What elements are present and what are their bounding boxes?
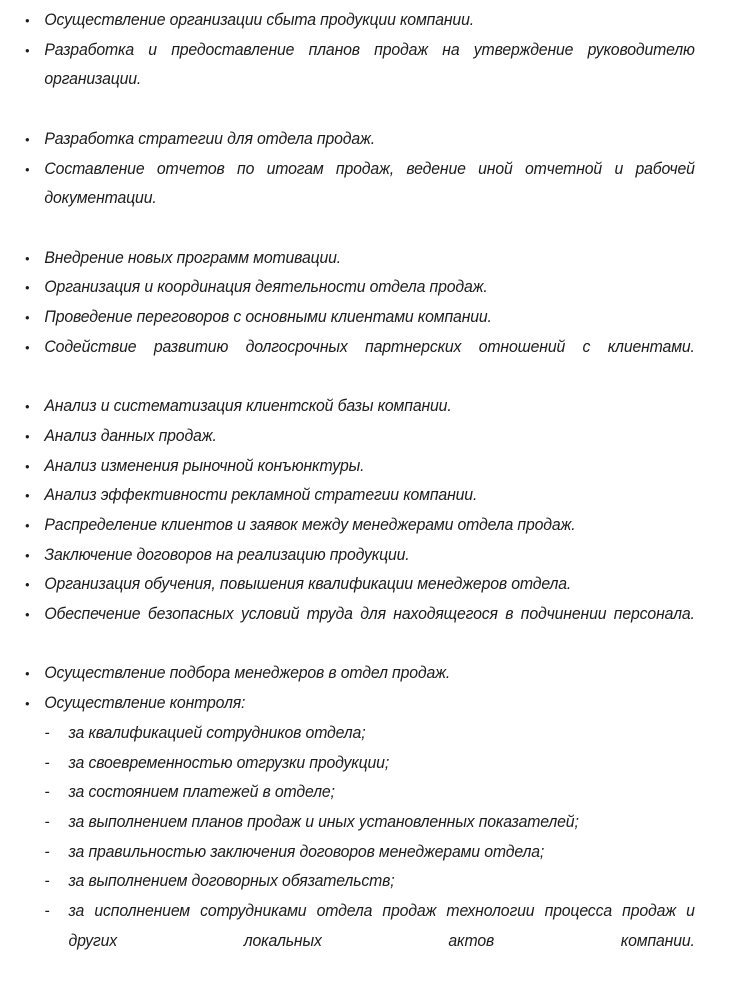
list-item-text: за выполнением договорных обязательств; <box>68 872 395 891</box>
bullet-icon: • <box>25 547 30 563</box>
bullet-icon: • <box>25 458 30 474</box>
list-item-text: за правильностью заключения договоров менеджерами отдела; <box>68 842 545 861</box>
list-item-text: Обеспечение безопасных условий труда для находящегося в подчинении персонала. <box>44 605 695 624</box>
list-item <box>44 867 694 897</box>
bullet-icon: • <box>25 250 30 266</box>
list-item <box>44 897 694 986</box>
list-item <box>0 511 695 541</box>
list-item-text: Распределение клиентов и заявок между менеджерами отдела продаж. <box>44 515 576 534</box>
list-item <box>0 155 695 244</box>
list-item <box>0 541 695 571</box>
list-item <box>0 600 695 659</box>
list-item <box>0 452 695 482</box>
list-item-text: Разработка стратегии для отдела продаж. <box>44 129 376 148</box>
list-item <box>0 333 695 392</box>
list-item <box>0 481 695 511</box>
list-item <box>0 244 695 274</box>
bullet-icon: • <box>25 280 30 296</box>
list-item <box>44 719 694 749</box>
list-item <box>0 36 695 125</box>
list-item-text: Организация обучения, повышения квалификации менеджеров отдела. <box>44 575 572 594</box>
list-item-text: Осуществление организации сбыта продукции компании. <box>44 11 474 29</box>
list-item <box>0 392 695 422</box>
list-item <box>44 808 694 838</box>
list-item-text: за выполнением планов продаж и иных установленных показателей; <box>68 812 579 831</box>
control-sublist <box>44 719 694 986</box>
list-item-text: за состоянием платежей в отделе; <box>68 783 335 802</box>
bullet-icon: • <box>25 339 30 355</box>
dash-icon: - <box>44 783 50 802</box>
bullet-icon: • <box>25 13 30 28</box>
list-item <box>0 422 695 452</box>
list-item-text: за своевременностью отгрузки продукции; <box>68 753 390 772</box>
bullet-icon: • <box>25 607 30 623</box>
list-item <box>0 6 695 36</box>
list-item <box>0 273 695 303</box>
list-item <box>0 689 695 986</box>
dash-icon: - <box>44 753 50 772</box>
bullet-icon: • <box>25 428 30 444</box>
list-item <box>0 303 695 333</box>
list-item <box>0 659 695 689</box>
list-item-text: за квалификацией сотрудников отдела; <box>68 723 366 742</box>
bullet-icon: • <box>25 488 30 504</box>
list-item-text: Внедрение новых программ мотивации. <box>44 248 342 267</box>
bullet-icon: • <box>25 577 30 593</box>
dash-icon: - <box>44 842 50 861</box>
list-item-text: за исполнением сотрудниками отдела продаж технологии процесса продаж и других локальных актов компании. <box>68 902 695 950</box>
list-item <box>44 838 694 868</box>
bullet-icon: • <box>25 696 30 712</box>
bullet-icon: • <box>25 666 30 682</box>
list-item-text: Анализ эффективности рекламной стратегии компании. <box>44 486 478 505</box>
bullet-icon: • <box>25 131 30 147</box>
list-item-text: Заключение договоров на реализацию продукции. <box>44 545 410 564</box>
list-item-text: Проведение переговоров с основными клиентами компании. <box>44 308 492 327</box>
dash-icon: - <box>44 902 50 921</box>
duty-list <box>0 6 720 986</box>
list-item-text: Анализ и систематизация клиентской базы компании. <box>44 397 452 416</box>
list-item-text: Осуществление подбора менеджеров в отдел продаж. <box>44 664 451 683</box>
list-item <box>0 570 695 600</box>
list-item-text: Разработка и предоставление планов продаж на утверждение руководителю организации. <box>44 40 695 89</box>
list-item-text: Организация и координация деятельности отдела продаж. <box>44 278 488 297</box>
dash-icon: - <box>44 872 50 891</box>
list-item <box>44 749 694 779</box>
bullet-icon: • <box>25 310 30 326</box>
bullet-icon: • <box>25 399 30 415</box>
bullet-icon: • <box>25 42 30 58</box>
list-item <box>44 778 694 808</box>
dash-icon: - <box>44 812 50 831</box>
bullet-icon: • <box>25 517 30 533</box>
list-item-text: Осуществление контроля: <box>44 694 246 713</box>
bullet-icon: • <box>25 161 30 177</box>
dash-icon: - <box>44 723 50 742</box>
list-item-text: Составление отчетов по итогам продаж, ведение иной отчетной и рабочей документации. <box>44 159 695 208</box>
list-item-text: Содействие развитию долгосрочных партнерских отношений с клиентами. <box>44 337 695 356</box>
list-item <box>0 125 695 155</box>
list-item-text: Анализ данных продаж. <box>44 426 217 445</box>
list-item-text: Анализ изменения рыночной конъюнктуры. <box>44 456 365 475</box>
